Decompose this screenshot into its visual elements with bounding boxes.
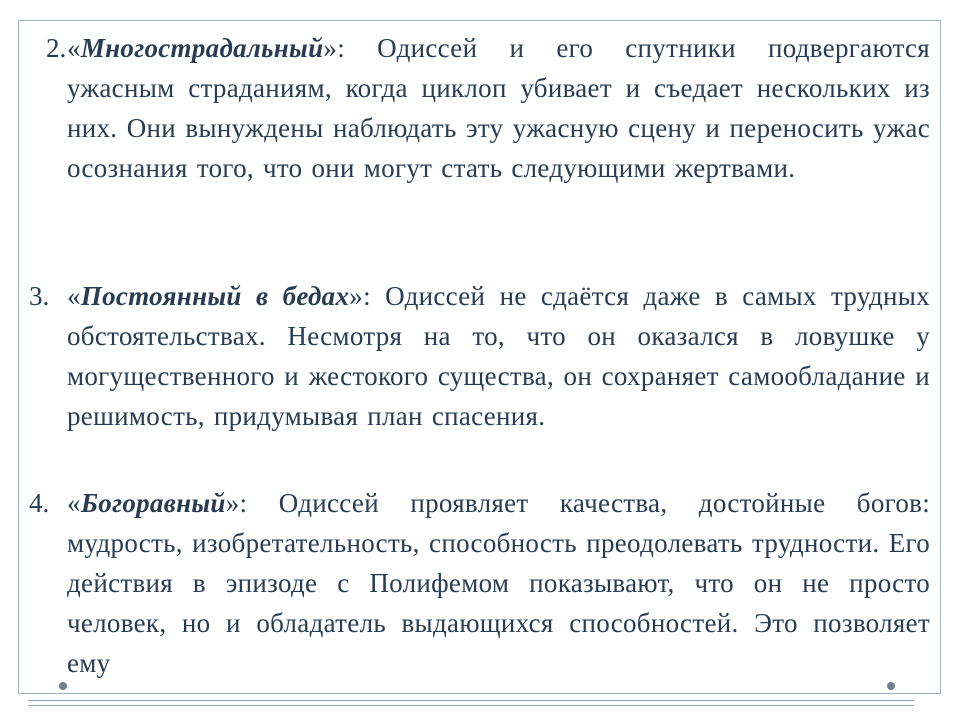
quote-open: « xyxy=(67,33,81,63)
item-text: : Одиссей не сдаётся даже в самых трудных обстоятельствах. Несмотря на то, что он оказался в ловушке у могущественного и жестокого существа, он сохраняет самообладание и решимость, придумывая план спасения. xyxy=(67,281,930,431)
quote-close: » xyxy=(225,488,240,518)
epithet-term: Постоянный в бедах xyxy=(80,281,350,311)
quote-open: « xyxy=(67,281,81,311)
item-number: 2. xyxy=(46,33,67,63)
epithet-term: Богоравный xyxy=(80,488,226,518)
item-text: : Одиссей проявляет качества, достойные богов: мудрость, изобретательность, способность преодолевать трудности. Его действия в эпизоде с Полифемом показывают, что он не просто человек, но и обладатель выдающихся способностей. Это позволяет ему xyxy=(67,488,930,678)
quote-close: » xyxy=(349,281,364,311)
item-number: 4. xyxy=(29,488,50,518)
item-number: 3. xyxy=(29,281,50,311)
list-item-postoyanny xyxy=(67,276,930,476)
quote-close: » xyxy=(323,33,338,63)
quote-open: « xyxy=(67,488,81,518)
list-item-bogoravny xyxy=(67,483,930,683)
epithet-term: Многострадальный xyxy=(80,33,324,63)
list-item-mnogostradalny xyxy=(67,28,930,268)
item-text: : Одиссей и его спутники подвергаются ужасным страданиям, когда циклоп убивает и съедает нескольких из них. Они вынуждены наблюдать эту ужасную сцену и переносить ужас осознания того, что они могут стать следующими жертвами. xyxy=(67,33,930,183)
